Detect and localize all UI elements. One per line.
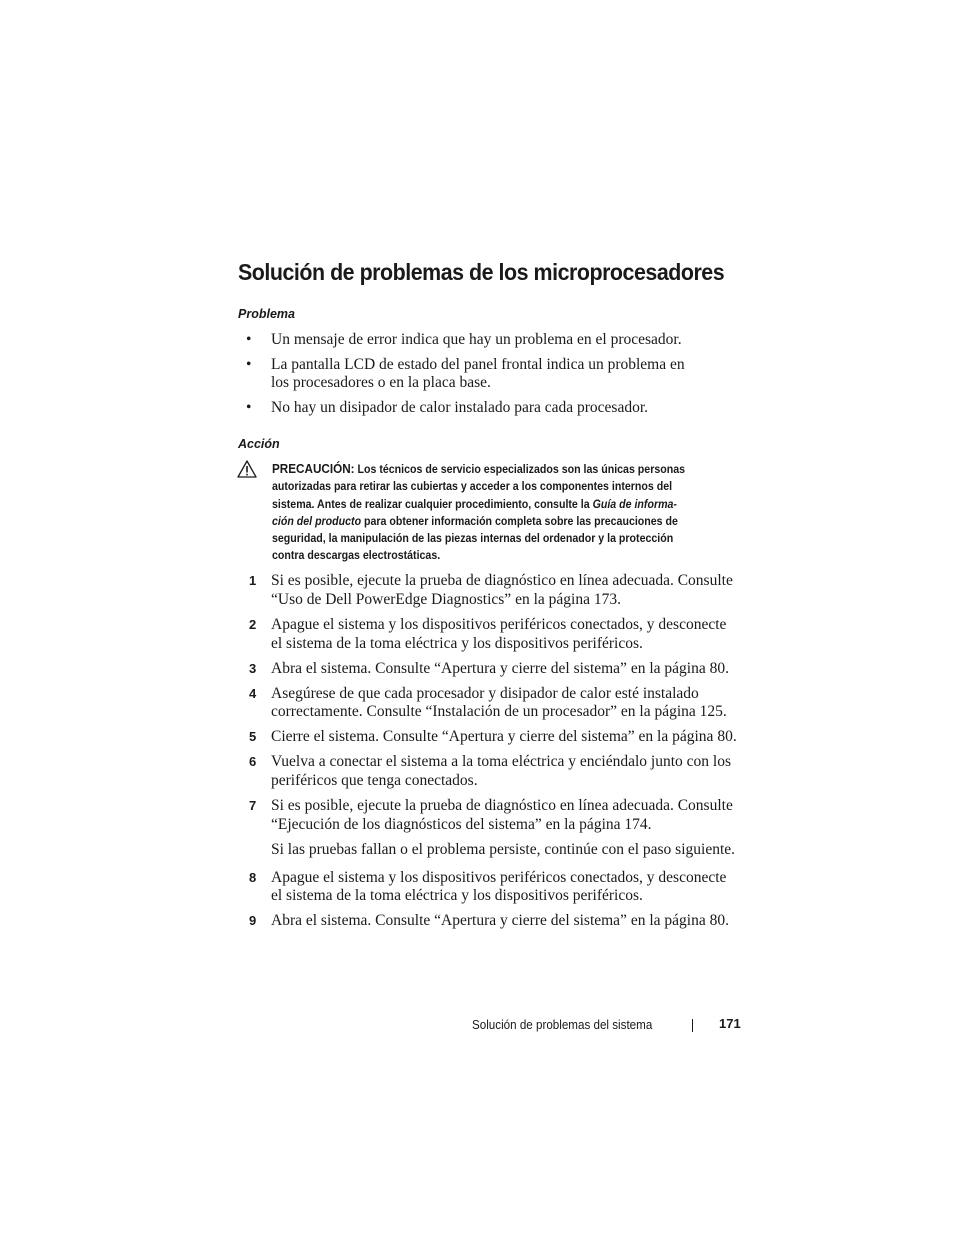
caution-line-5: seguridad, la manipulación de las piezas internas del ordenador y la protección <box>272 531 674 545</box>
problem-bullet-3: No hay un disipador de calor instalado para cada procesador. <box>271 399 649 416</box>
step-8-line-1: Apague el sistema y los dispositivos periféricos conectados, y desconecte <box>271 869 727 886</box>
product-guide-reference: Guía de informa- <box>592 497 677 511</box>
step-7-note: Si las pruebas fallan o el problema persiste, continúe con el paso siguiente. <box>271 841 736 858</box>
step-number: 6 <box>249 754 257 769</box>
step-6-line-2: periféricos que tenga conectados. <box>271 772 478 789</box>
problem-bullet-1: Un mensaje de error indica que hay un problema en el procesador. <box>271 331 682 348</box>
step-number: 1 <box>249 573 257 588</box>
step-5-line-1: Cierre el sistema. Consulte “Apertura y cierre del sistema” en la página 80. <box>271 728 737 745</box>
page-number: 171 <box>719 1016 741 1031</box>
step-number: 2 <box>249 617 257 632</box>
step-4-line-1: Asegúrese de que cada procesador y disipador de calor esté instalado <box>271 685 699 702</box>
product-guide-reference: ción del producto <box>272 514 362 528</box>
step-7-line-1: Si es posible, ejecute la prueba de diagnóstico en línea adecuada. Consulte <box>271 797 733 814</box>
action-heading: Acción <box>238 437 280 451</box>
bullet-marker: • <box>246 331 252 348</box>
step-2-line-2: el sistema de la toma eléctrica y los dispositivos periféricos. <box>271 635 643 652</box>
problem-bullet-2-line-2: los procesadores o en la placa base. <box>271 374 491 391</box>
caution-line-3 <box>272 496 677 513</box>
bullet-marker: • <box>246 399 252 416</box>
bullet-marker: • <box>246 356 252 373</box>
footer-divider <box>692 1019 693 1032</box>
step-6-line-1: Vuelva a conectar el sistema a la toma eléctrica y enciéndalo junto con los <box>271 753 731 770</box>
step-number: 5 <box>249 729 257 744</box>
step-3-line-1: Abra el sistema. Consulte “Apertura y cierre del sistema” en la página 80. <box>271 660 729 677</box>
caution-line-4 <box>272 513 678 530</box>
step-number: 8 <box>249 870 257 885</box>
step-number: 4 <box>249 686 257 701</box>
step-number: 9 <box>249 913 257 928</box>
problem-bullet-2-line-1: La pantalla LCD de estado del panel frontal indica un problema en <box>271 356 685 373</box>
caution-triangle-icon <box>237 460 257 478</box>
footer-section-title: Solución de problemas del sistema <box>472 1018 653 1032</box>
caution-line-1 <box>272 460 685 478</box>
caution-text: para obtener información completa sobre las precauciones de <box>364 514 678 528</box>
caution-text: Los técnicos de servicio especializados son las únicas personas <box>357 462 686 476</box>
problem-heading: Problema <box>238 307 295 321</box>
step-number: 7 <box>249 798 257 813</box>
step-number: 3 <box>249 661 257 676</box>
caution-line-6: contra descargas electrostáticas. <box>272 548 441 562</box>
caution-line-2: autorizadas para retirar las cubiertas y acceder a los componentes internos del <box>272 479 673 493</box>
step-9-line-1: Abra el sistema. Consulte “Apertura y cierre del sistema” en la página 80. <box>271 912 729 929</box>
caution-label: PRECAUCIÓN: <box>272 461 355 476</box>
step-1-line-1: Si es posible, ejecute la prueba de diagnóstico en línea adecuada. Consulte <box>271 572 733 589</box>
step-4-line-2: correctamente. Consulte “Instalación de un procesador” en la página 125. <box>271 703 727 720</box>
caution-text: sistema. Antes de realizar cualquier procedimiento, consulte la <box>272 497 590 511</box>
step-7-line-2: “Ejecución de los diagnósticos del sistema” en la página 174. <box>271 816 652 833</box>
step-2-line-1: Apague el sistema y los dispositivos periféricos conectados, y desconecte <box>271 616 727 633</box>
page-title: Solución de problemas de los microprocesadores <box>238 259 725 285</box>
step-1-line-2: “Uso de Dell PowerEdge Diagnostics” en la página 173. <box>271 591 621 608</box>
step-8-line-2: el sistema de la toma eléctrica y los dispositivos periféricos. <box>271 887 643 904</box>
